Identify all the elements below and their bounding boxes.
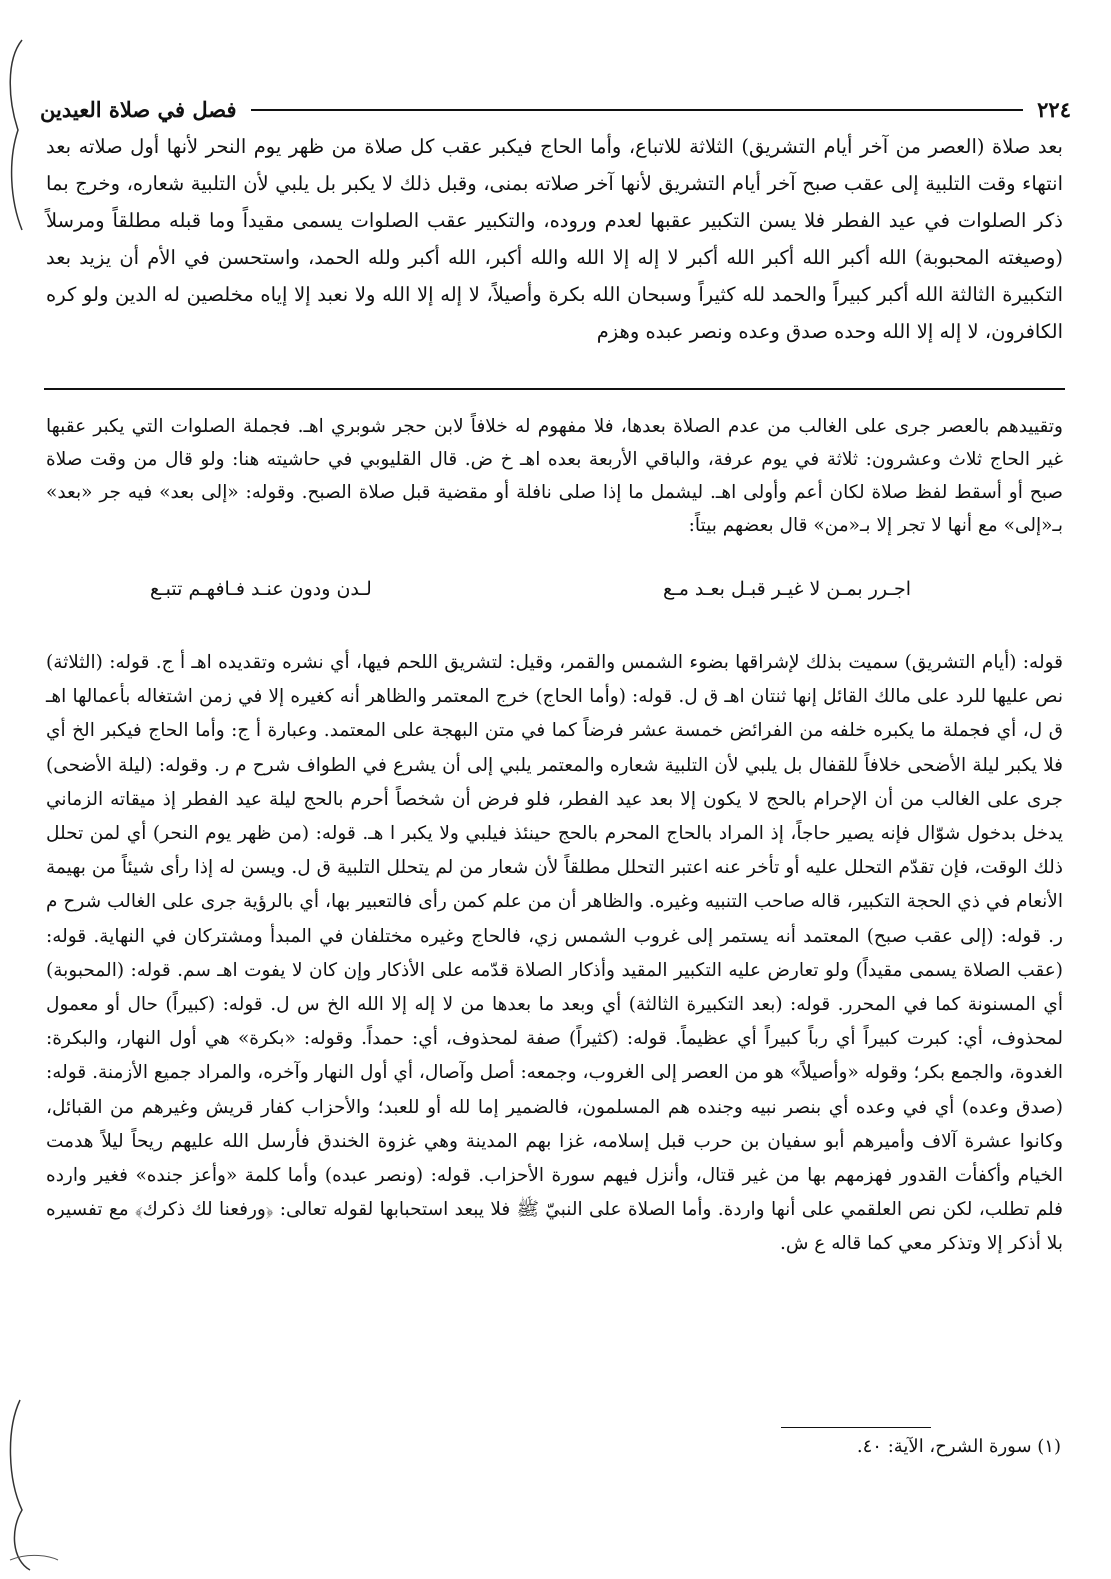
header-rule (251, 109, 1024, 111)
commentary-body-block (46, 646, 1063, 1262)
commentary-top: وتقييدهم بالعصر جرى على الغالب من عدم الصلاة بعدها، فلا مفهوم له خلافاً لابن حجر شوبري اهـ. فجملة الصلوات التي يكبر عقبها غير الحاج ثلاث وعشرون: ثلاثة في يوم عرفة، والباقي الأربعة بعده اهـ خ ض. قال القليوبي في حاشيته هنا: ولو قال من وقت صلاة صبح أو أسقط لفظ صلاة لكان أعم وأولى اهـ. ليشمل ما إذا صلى نافلة أو مقضية قبل صلاة الصبح. وقوله: «إلى بعد» فيه جر «بعد» بـ«إلى» مع أنها لا تجر إلا بـ«من» قال بعضهم بيتاً: (46, 416, 1063, 536)
commentary-top-block (46, 410, 1063, 542)
footnote-rule (781, 1427, 931, 1428)
main-text: بعد صلاة (العصر من آخر أيام التشريق) الثلاثة للاتباع، وأما الحاج فيكبر عقب كل صلاة من ظهر يوم النحر لأنها أول صلاته بعد انتهاء وقت التلبية إلى عقب صبح آخر أيام التشريق لأنها آخر صلاته بمنى، وقبل ذلك لا يكبر بل يلبي لأن التلبية شعاره، وخرج بما ذكر الصلوات في عيد الفطر فلا يسن التكبير عقبها لعدم وروده، والتكبير عقب الصلوات يسمى مقيداً وما قبله مطلقاً ومرسلاً (وصيغته المحبوبة) الله أكبر الله أكبر الله أكبر لا إله إلا الله والله أكبر، الله أكبر ولله الحمد، واستحسن في الأم أن يزيد بعد التكبيرة الثالثة الله أكبر كبيراً والحمد لله كثيراً وسبحان الله بكرة وأصيلاً، لا إله إلا الله ولا نعبد إلا إياه مخلصين له الدين ولو كره الكافرون، لا إله إلا الله وحده صدق وعده ونصر عبده وهزم (46, 135, 1063, 343)
verse-first-hemistich: اجـرر بمـن لا غيـر قبـل بعـد مـع (663, 578, 911, 600)
commentary-body: قوله: (أيام التشريق) سميت بذلك لإشراقها بضوء الشمس والقمر، وقيل: لتشريق اللحم فيها، أي نشره وتقديده اهـ أ ج. قوله: (الثلاثة) نص عليها للرد على مالك القائل إنها ثنتان اهـ ق ل. قوله: (وأما الحاج) خرج المعتمر والظاهر أنه كغيره إلا في زمن اشتغاله بأعمالها اهـ ق ل، أي فجملة ما يكبره خلفه من الفرائض خمسة عشر فرضاً كما في متن البهجة على المعتمد. وعبارة أ ج: وأما الحاج فيكبر الخ أي فلا يكبر ليلة الأضحى خلافاً للقفال بل يلبي لأن التلبية شعاره والمعتمر يلبي إلى أن يشرع في الطواف شرح م ر. وقوله: (ليلة الأضحى) جرى على الغالب من أن الإحرام بالحج لا يكون إلا بعد عيد الفطر، فلو فرض أن شخصاً أحرم بالحج ليلة عيد الفطر إذ ميقاته الزماني يدخل بدخول شوّال فإنه يصير حاجاً، إذ المراد بالحاج المحرم بالحج حينئذ فيلبي ولا يكبر ا هـ. قوله: (من ظهر يوم النحر) أي لمن تحلل ذلك الوقت، فإن تقدّم التحلل عليه أو تأخر عنه اعتبر التحلل مطلقاً لأن شعار من لم يتحلل التلبية ق ل. ويسن له إذا رأى شيئاً من بهيمة الأنعام في ذي الحجة التكبير، قاله صاحب التنبيه وغيره. والظاهر أن من علم كمن رأى فالتعبير بها، أي بالرؤية جرى على الغالب شرح م ر. قوله: (إلى عقب صبح) المعتمد أنه يستمر إلى غروب الشمس زي، فالحاج وغيره مختلفان في المبدأ ومشتركان في النهاية. قوله: (عقب الصلاة يسمى مقيداً) ولو تعارض عليه التكبير المقيد وأذكار الصلاة قدّمه على الأذكار وإن كان لا يفوت اهـ سم. قوله: (المحبوبة) أي المسنونة كما في المحرر. قوله: (بعد التكبيرة الثالثة) أي وبعد ما بعدها من لا إله إلا الله الخ س ل. قوله: (كبيراً) حال أو معمول لمحذوف، أي: كبرت كبيراً أي رباً كبيراً أي عظيماً. قوله: (كثيراً) صفة لمحذوف، أي: حمداً. وقوله: «بكرة» هي أول النهار، والبكرة: الغدوة، والجمع بكر؛ وقوله «وأصيلاً» هو من العصر إلى الغروب، وجمعه: أصل وآصال، أي أول النهار وآخره، والمراد جميع الأزمنة. قوله: (صدق وعده) أي في وعده أي بنصر نبيه وجنده هم المسلمون، فالضمير إما لله أو للعبد؛ والأحزاب كفار قريش وغيرهم من القبائل، وكانوا عشرة آلاف وأميرهم أبو سفيان بن حرب قبل إسلامه، غزا بهم المدينة وهي غزوة الخندق فأرسل الله عليهم ريحاً ليلاً هدمت الخيام وأكفأت القدور فهزمهم بها من غير قتال، وأنزل فيهم سورة الأحزاب. قوله: (ونصر عبده) وأما كلمة «وأعز جنده» فغير وارده فلم تطلب، لكن نص العلقمي على أنها واردة. وأما الصلاة على النبيّ ﷺ فلا يبعد استحبابها لقوله تعالى: ﴿ورفعنا لك ذكرك﴾ مع تفسيره بلا أذكر إلا وتذكر معي كما قاله ع ش. (46, 652, 1064, 1255)
section-title: فصل في صلاة العيدين (40, 96, 237, 122)
text-commentary-divider (44, 388, 1065, 390)
footnote: (١) سورة الشرح، الآية: ٤٠. (856, 1436, 1061, 1457)
verse-second-hemistich: لـدن ودون عنـد فـافهـم تتبـع (150, 578, 372, 600)
page-number: ٢٢٤ (1037, 96, 1071, 122)
verse-line (150, 578, 911, 600)
main-text-block (46, 128, 1063, 350)
running-header (40, 92, 1071, 126)
